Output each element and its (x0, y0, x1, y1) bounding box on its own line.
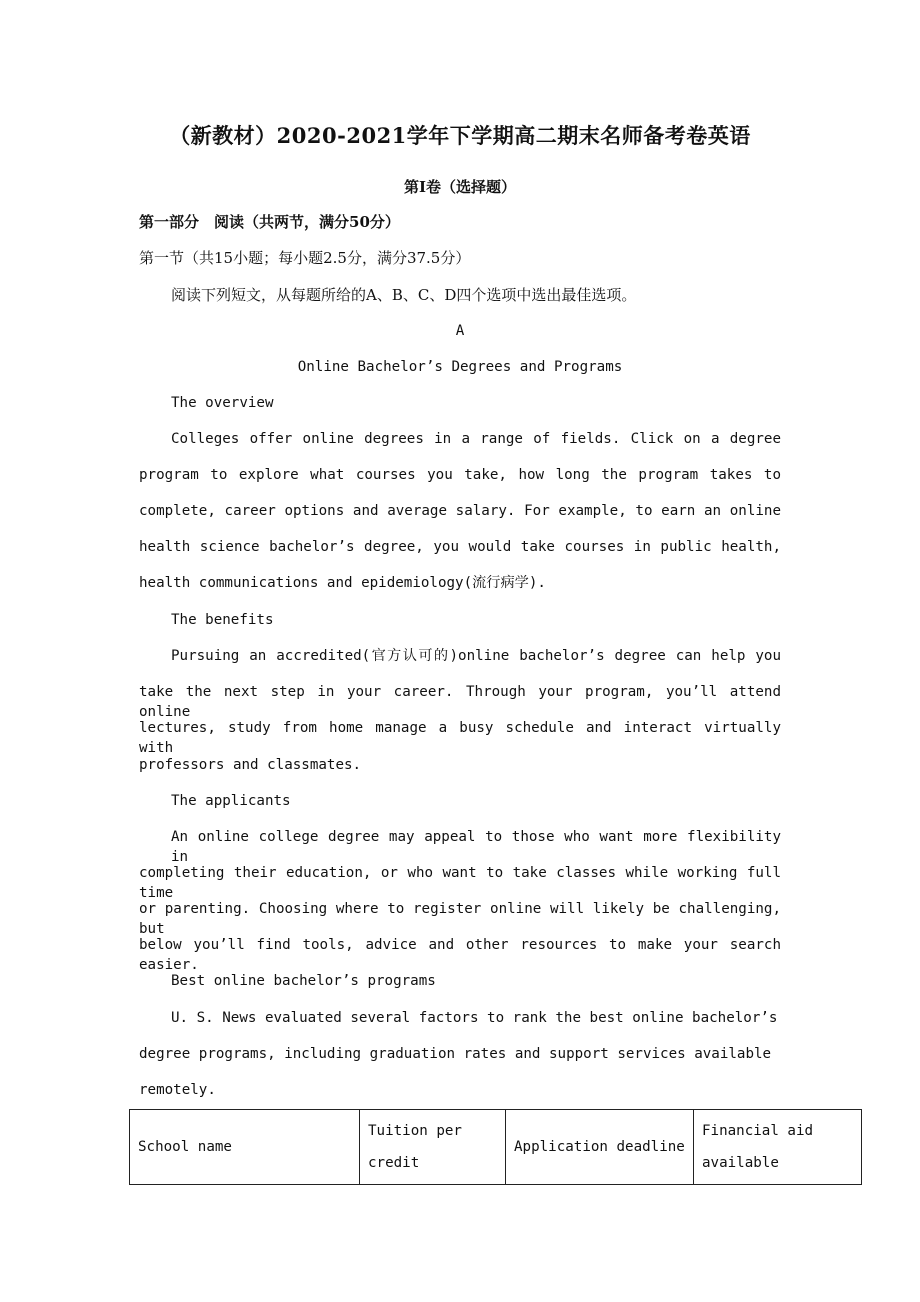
applicants-heading: The applicants (171, 793, 291, 809)
paragraph-line: below you’ll find tools, advice and other resources to make your search easier. (139, 937, 781, 973)
paragraph-line: health science bachelor’s degree, you would take courses in public health, (139, 539, 781, 555)
paragraph-line: health communications and epidemiology(流行病学). (139, 575, 546, 591)
paragraph-line: take the next step in your career. Through your program, you’ll attend online (139, 684, 781, 720)
overview-heading: The overview (171, 395, 274, 411)
paragraph-line: complete, career options and average salary. For example, to earn an online (139, 503, 781, 519)
paragraph-line: degree programs, including graduation rates and support services available (139, 1046, 772, 1062)
volume-subtitle: 第Ⅰ卷（选择题） (403, 178, 517, 196)
paragraph-line: Colleges offer online degrees in a range of fields. Click on a degree (171, 431, 781, 447)
part-heading: 第一部分 阅读（共两节，满分50分） (139, 213, 400, 231)
instruction-text: 阅读下列短文，从每题所给的A、B、C、D四个选项中选出最佳选项。 (171, 286, 637, 304)
paragraph-line: U. S. News evaluated several factors to rank the best online bachelor’s (171, 1010, 778, 1026)
paragraph-line: professors and classmates. (139, 757, 362, 773)
programs-table (129, 1109, 862, 1185)
paragraph-line: remotely. (139, 1082, 216, 1098)
paragraph-line: Pursuing an accredited(官方认可的)online bachelor’s degree can help you (171, 648, 781, 664)
paragraph-line: lectures, study from home manage a busy schedule and interact virtually with (139, 720, 781, 756)
header-deadline: Application deadline (506, 1110, 694, 1185)
paragraph-line: An online college degree may appeal to those who want more flexibility in (171, 829, 781, 865)
passage-letter: A (455, 323, 465, 339)
subsection-heading: 第一节（共15小题；每小题2.5分，满分37.5分） (139, 249, 471, 267)
paragraph-line: program to explore what courses you take, how long the program takes to (139, 467, 781, 483)
paragraph-line: or parenting. Choosing where to register online will likely be challenging, but (139, 901, 781, 937)
paragraph-line: completing their education, or who want to take classes while working full time (139, 865, 781, 901)
programs-heading: Best online bachelor’s programs (171, 973, 436, 989)
table-header-row (130, 1110, 862, 1185)
header-tuition: Tuition per credit (360, 1110, 506, 1185)
benefits-heading: The benefits (171, 612, 274, 628)
exam-title: （新教材）2020-2021学年下学期高二期末名师备考卷英语 (169, 123, 751, 148)
header-financial-aid: Financial aid available (694, 1110, 862, 1185)
header-school-name: School name (130, 1110, 360, 1185)
passage-title: Online Bachelor’s Degrees and Programs (297, 359, 623, 375)
